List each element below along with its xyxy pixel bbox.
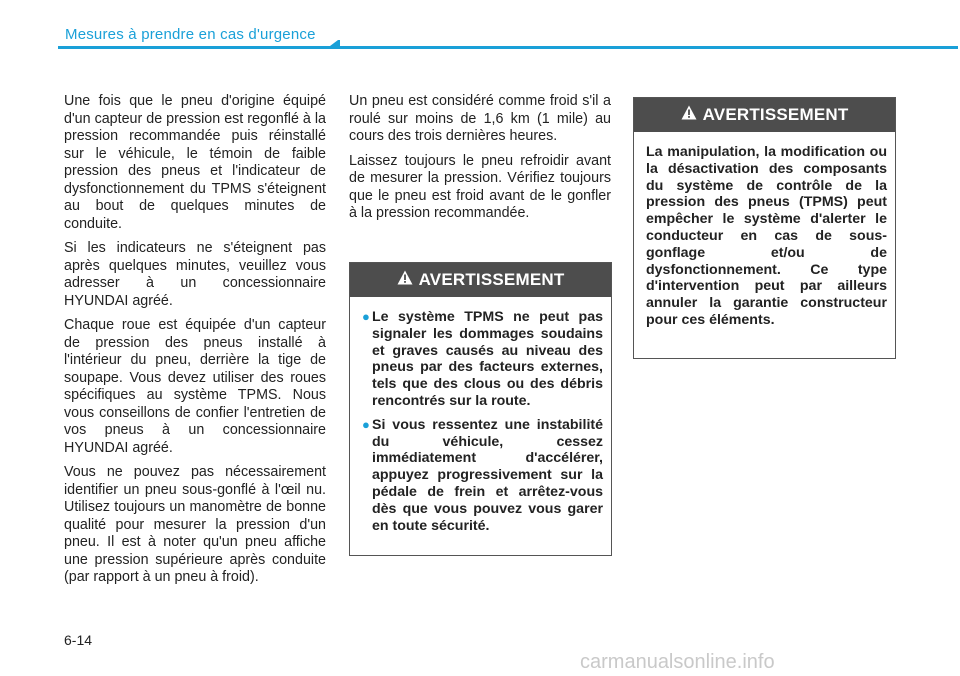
page-number: 6-14 [64,632,93,648]
paragraph: Un pneu est considéré comme froid s'il a roulé sur moins de 1,6 km (1 mile) au cours des trois dernières heures. [349,93,611,144]
warning-body [634,132,895,339]
text-column-2 [349,93,611,230]
section-title: Mesures à prendre en cas d'urgence [65,26,316,43]
warning-title: AVERTISSEMENT [418,270,565,289]
warning-body [350,297,611,551]
paragraph: Une fois que le pneu d'origine équipé d'un capteur de pression est regonflé à la pression recommandée puis réinstallé sur le véhicule, le témoin de faible pression des pneus et l'indicateur de dysfonctionnement du TPMS s'éteignent au bout de quelques minutes de conduite. [64,93,326,232]
warning-triangle-icon [397,270,413,290]
bullet-icon: ● [362,309,370,324]
watermark: carmanualsonline.info [580,651,775,673]
paragraph: Vous ne pouvez pas nécessairement identifier un pneu sous-gonflé à l'œil nu. Utilisez toujours un manomètre de bonne qualité pour mesurer la pression d'un pneu. Il est à noter qu'un pneu affiche une pression supérieure après conduite (par rapport à un pneu à froid). [64,464,326,585]
warning-box-tpms-limits [349,262,612,556]
paragraph: Si les indicateurs ne s'éteignent pas après quelques minutes, veuillez vous adresser à un concessionnaire HYUNDAI agréé. [64,240,326,309]
list-item-text: Le système TPMS ne peut pas signaler les dommages soudains et graves causés au niveau des pneus par des facteurs externes, tels que des clous ou des débris rencontrés sur la route. [372,309,603,409]
warning-header [634,98,895,132]
warning-header [350,263,611,297]
text-column-1 [64,93,326,594]
list-item [362,309,603,410]
warning-triangle-icon [681,105,697,125]
paragraph: Laissez toujours le pneu refroidir avant de mesurer la pression. Vérifiez toujours que le pneu est froid avant de le gonfler à la pression recommandée. [349,152,611,221]
bullet-icon: ● [362,416,370,432]
header-rule [58,46,958,49]
list-item [362,417,603,535]
paragraph: Chaque roue est équipée d'un capteur de pression des pneus installé à l'intérieur du pneu, derrière la tige de soupape. Vous devez utiliser des roues spécifiques au système TPMS. Nous vous conseillons de confier l'entretien de vos pneus à un concessionnaire HYUNDAI agréé. [64,317,326,456]
warning-text: La manipulation, la modification ou la désactivation des composants du système de contrôle de la pression des pneus (TPMS) peut empêcher le système d'alerter le conducteur en cas de sous-gonflage et/ou de dysfonctionnement. Ce type d'intervention peut par ailleurs annuler la garantie constructeur pour ces éléments. [646,144,887,328]
warning-box-tpms-modification [633,97,896,359]
list-item-text: Si vous ressentez une instabilité du véhicule, cessez immédiatement d'accélérer, appuyez progressivement sur la pédale de frein et arrêtez-vous dès que vous pouvez vous garer en toute sécurité. [372,416,603,534]
warning-title: AVERTISSEMENT [702,105,849,124]
